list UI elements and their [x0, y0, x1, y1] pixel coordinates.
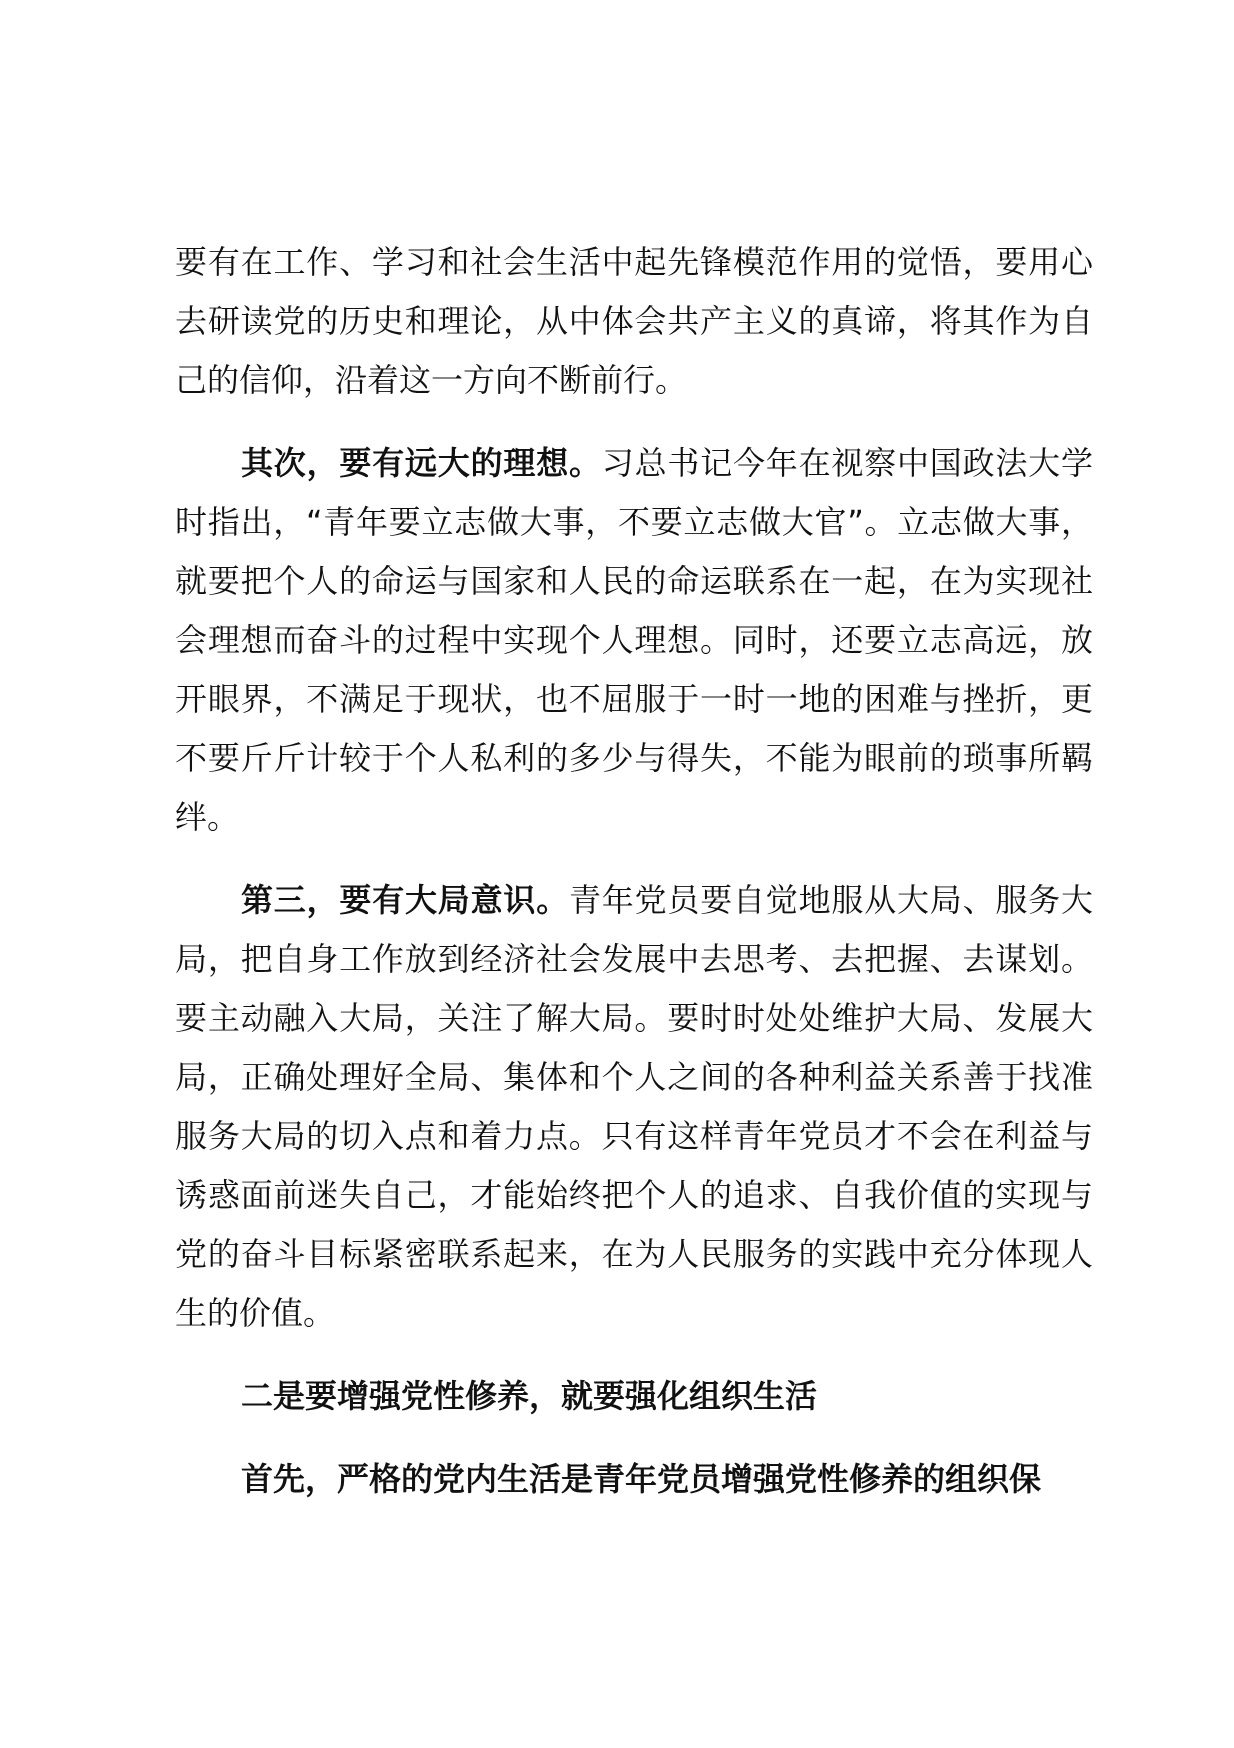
paragraph-text: 习总书记今年在视察中国政法大学时指出，“青年要立志做大事，不要立志做大官”。立志做大事，就要把个人的命运与国家和人民的命运联系在一起，在为实现社会理想而奋斗的过程中实现个人理想。同时，还要立志高远，放开眼界，不满足于现状，也不屈服于一时一地的困难与挫折，更不要斤斤计较于个人私利的多少与得失，不能为眼前的琐事所羁绊。 [175, 444, 1093, 836]
section-heading: 二是要增强党性修养，就要强化组织生活 [241, 1377, 818, 1415]
paragraph-overall-awareness [175, 871, 1093, 1343]
paragraph-text: 青年党员要自觉地服从大局、服务大局，把自身工作放到经济社会发展中去思考、去把握、去谋划。要主动融入大局，关注了解大局。要时时处处维护大局、发展大局，正确处理好全局、集体和个人之间的各种利益关系善于找准服务大局的切入点和着力点。只有这样青年党员才不会在利益与诱惑面前迷失自己，才能始终把个人的追求、自我价值的实现与党的奋斗目标紧密联系起来，在为人民服务的实践中充分体现人生的价值。 [175, 881, 1093, 1332]
paragraph-party-life [175, 1450, 1093, 1509]
paragraph-lead: 第三，要有大局意识。 [241, 881, 569, 919]
paragraph-text: 要有在工作、学习和社会生活中起先锋模范作用的觉悟，要用心去研读党的历史和理论，从中体会共产主义的真谛，将其作为自己的信仰，沿着这一方向不断前行。 [175, 243, 1093, 399]
paragraph-continuation [175, 233, 1093, 410]
paragraph-ideal [175, 434, 1093, 847]
paragraph-lead: 其次，要有远大的理想。 [241, 444, 602, 482]
paragraph-lead: 首先，严格的党内生活是青年党员增强党性修养的组织保 [241, 1460, 1042, 1498]
document-body [175, 233, 1093, 1509]
